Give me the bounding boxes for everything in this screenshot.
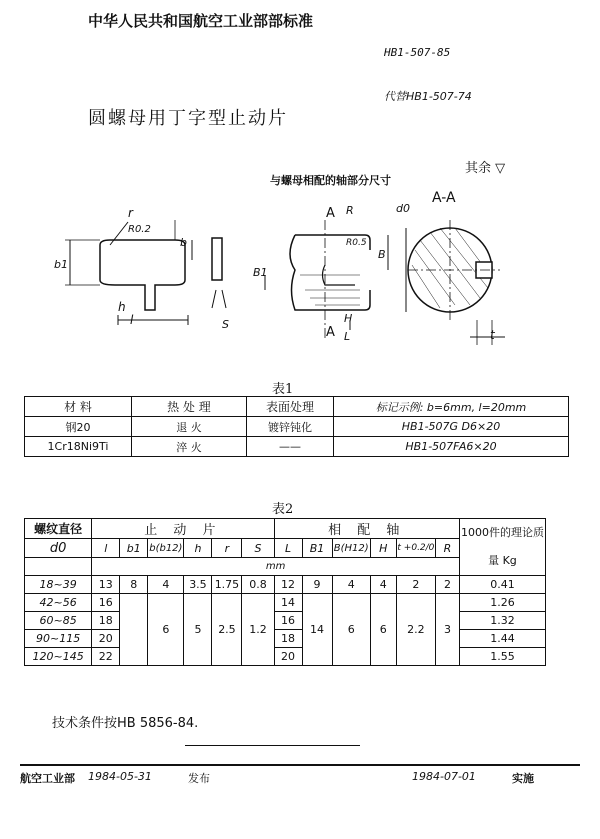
t2-col-s: S [242, 539, 274, 557]
label-b1: b1 [54, 258, 68, 271]
t2-l: 22 [92, 648, 120, 666]
t2-B-merged: 6 [332, 594, 370, 666]
t2-col-R: R [436, 539, 460, 557]
t1-cell: 退 火 [132, 417, 247, 437]
label-L: L [344, 330, 351, 343]
t2-h: 3.5 [184, 576, 212, 594]
t2-h-merged: 5 [184, 594, 212, 666]
t2-B1-merged: 14 [302, 594, 332, 666]
t2-mass: 1.55 [459, 648, 545, 666]
t2-H-merged: 6 [370, 594, 396, 666]
t2-mass: 1.32 [459, 612, 545, 630]
t1-cell: HB1-507FA6×20 [334, 437, 569, 457]
section-label: A-A [432, 190, 456, 206]
replaces-code: 代替HB1-507-74 [384, 90, 472, 103]
footer-effective-date: 1984-07-01 [412, 770, 476, 783]
t1-cell: —— [247, 437, 334, 457]
t2-L: 16 [274, 612, 302, 630]
label-r05: R0.5 [346, 238, 367, 248]
label-s: S [222, 318, 229, 331]
t2-s-merged: 1.2 [242, 594, 274, 666]
lock-washer-side-view [65, 220, 192, 325]
t2-col-L: L [274, 539, 302, 557]
page-title: 圆螺母用丁字型止动片 [88, 108, 288, 129]
t2-col-B1: B1 [302, 539, 332, 557]
shaft-side-view [265, 220, 388, 340]
t2-L: 20 [274, 648, 302, 666]
t2-b: 4 [148, 576, 184, 594]
footer-issue-word: 发布 [188, 772, 210, 785]
label-r: r [128, 206, 133, 220]
t2-col-t: t +0.2/0 [396, 539, 435, 557]
t2-l: 13 [92, 576, 120, 594]
t1-header-example: 标记示例: b=6mm, l=20mm [334, 397, 569, 417]
table1-caption: 表1 [272, 382, 294, 397]
table2-caption: 表2 [272, 502, 294, 517]
t2-t-merged: 2.2 [396, 594, 435, 666]
t2-L: 12 [274, 576, 302, 594]
label-d0: d0 [396, 202, 410, 215]
t1-header-heat: 热 处 理 [132, 397, 247, 417]
t2-H: 4 [370, 576, 396, 594]
t2-col-B: B(H12) [332, 539, 370, 557]
t2-d0: 18~39 [25, 576, 92, 594]
label-l: l [130, 313, 134, 327]
shaft-caption: 与螺母相配的轴部分尺寸 [270, 174, 391, 187]
label-b: b [180, 236, 187, 249]
dimension-table [24, 518, 546, 666]
t1-header-material: 材 料 [25, 397, 132, 417]
t2-col-d0: d0 [25, 539, 92, 557]
t2-col-b: b(b12) [148, 539, 184, 557]
label-R: R [346, 204, 354, 217]
t1-cell: 镀锌钝化 [247, 417, 334, 437]
label-B: B [378, 248, 386, 261]
footer-effective-word: 实施 [512, 772, 534, 785]
footer-issuer: 航空工业部 [20, 772, 75, 785]
t2-l: 18 [92, 612, 120, 630]
t2-R-merged: 3 [436, 594, 460, 666]
t2-col-r: r [212, 539, 242, 557]
t2-header-shaft: 相 配 轴 [274, 519, 459, 539]
t2-b-merged: 6 [148, 594, 184, 666]
t1-cell: 钢20 [25, 417, 132, 437]
footer-rule [20, 764, 580, 766]
t2-header-thread: 螺纹直径 [25, 519, 92, 539]
t1-header-surface: 表面处理 [247, 397, 334, 417]
t1-cell: 1Cr18Ni9Ti [25, 437, 132, 457]
t2-l: 16 [92, 594, 120, 612]
t1-cell: 淬 火 [132, 437, 247, 457]
t2-l: 20 [92, 630, 120, 648]
t2-B1: 9 [302, 576, 332, 594]
t2-r-merged: 2.5 [212, 594, 242, 666]
label-B1: B1 [253, 266, 268, 279]
material-table [24, 396, 569, 457]
t2-d0: 120~145 [25, 648, 92, 666]
t2-t: 2 [396, 576, 435, 594]
label-H: H [344, 312, 353, 325]
t2-L: 14 [274, 594, 302, 612]
t1-cell: HB1-507G D6×20 [334, 417, 569, 437]
technical-drawing [40, 190, 560, 350]
t2-mass: 0.41 [459, 576, 545, 594]
shaft-section-a-a [406, 220, 505, 345]
t2-mass: 1.44 [459, 630, 545, 648]
t2-R: 2 [436, 576, 460, 594]
label-h: h [118, 300, 126, 314]
label-r02: R0.2 [128, 224, 151, 235]
label-a-bottom: A [326, 325, 335, 340]
t2-d0: 90~115 [25, 630, 92, 648]
t2-col-H: H [370, 539, 396, 557]
divider [185, 745, 360, 746]
t2-b1: 8 [120, 576, 148, 594]
t2-header-sheet: 止 动 片 [92, 519, 274, 539]
lock-washer-edge-view [212, 238, 226, 308]
t2-l-merged-blank [120, 594, 148, 666]
surface-finish-note: 其余 ▽ [465, 161, 506, 176]
t2-mass: 1.26 [459, 594, 545, 612]
t2-unit: mm [92, 557, 460, 575]
t2-col-h: h [184, 539, 212, 557]
t2-d0: 42~56 [25, 594, 92, 612]
t2-d0: 60~85 [25, 612, 92, 630]
t2-col-b1: b1 [120, 539, 148, 557]
t2-L: 18 [274, 630, 302, 648]
technical-note: 技术条件按HB 5856-84. [52, 716, 199, 731]
label-a-top: A [326, 206, 335, 221]
standard-org: 中华人民共和国航空工业部部标准 [88, 12, 314, 30]
label-t: t [490, 328, 495, 342]
t2-B: 4 [332, 576, 370, 594]
t2-s: 0.8 [242, 576, 274, 594]
t2-col-l: l [92, 539, 120, 557]
footer-issue-date: 1984-05-31 [88, 770, 152, 783]
t2-r: 1.75 [212, 576, 242, 594]
t2-header-mass: 1000件的理论质量 Kg [459, 519, 545, 576]
standard-code: HB1-507-85 [384, 46, 451, 59]
